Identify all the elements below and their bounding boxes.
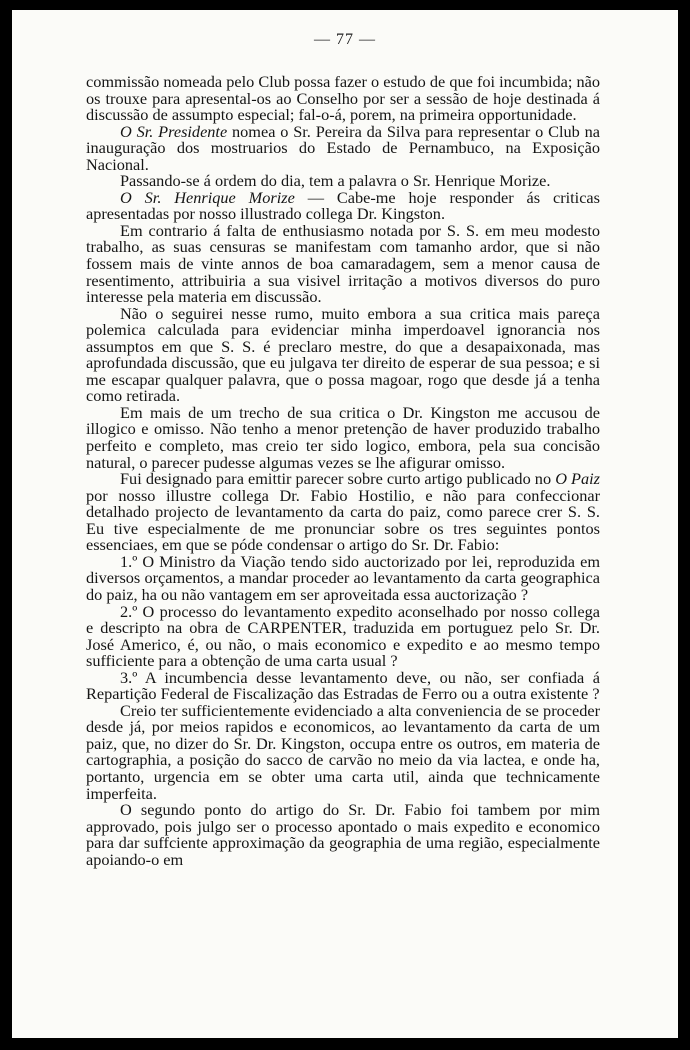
paragraph: Em mais de um trecho de sua critica o Dr. Kingston me accusou de illogico e omisso. Não tenho a menor pretenção de haver produzido trabalho perfeito e completo, mas creio ter sido logico, embora, pela sua concisão natural, o parecer pudesse algumas vezes se lhe afigurar omisso. bbox=[86, 402, 600, 472]
document-page bbox=[12, 10, 678, 1038]
paragraph: O Sr. Henrique Morize — Cabe-me hoje responder ás criticas apresentadas por nosso illustrado collega Dr. Kingston. bbox=[86, 187, 600, 224]
paragraph: 3.º A incumbencia desse levantamento deve, ou não, ser confiada á Repartição Federal de Fiscalização das Estradas de Ferro ou a outra existente ? bbox=[86, 667, 600, 704]
body-text bbox=[86, 74, 600, 868]
paragraph: O segundo ponto do artigo do Sr. Dr. Fabio foi tambem por mim approvado, pois julgo ser o processo apontado o mais expedito e economico para dar suffciente approximação da geographia de uma região, especialmente apoiando-o em bbox=[86, 800, 600, 869]
italic-emphasis: O Paiz bbox=[555, 469, 600, 489]
paragraph: Creio ter sufficientemente evidenciado a alta conveniencia de se proceder desde já, por meios rapidos e economicos, ao levantamento da carta de um paiz, que, no dizer do Sr. Dr. Kingston, occupa entre os outros, em materia de cartographia, a posição do sacco de carvão no meio da via lactea, e onde ha, portanto, urgencia em se obter uma carta util, ainda que technicamente imperfeita. bbox=[86, 700, 600, 803]
italic-emphasis: O Sr. Henrique Morize bbox=[120, 187, 295, 207]
paragraph: O Sr. Presidente nomea o Sr. Pereira da Silva para representar o Club na inauguração dos mostruarios do Estado de Pernambuco, na Exposição Nacional. bbox=[86, 121, 600, 174]
paragraph: 1.º O Ministro da Viação tendo sido auctorizado por lei, reproduzida em diversos orçamentos, a mandar proceder ao levantamento da carta geographica do paiz, ha ou não vantagem em ser aproveitada essa auctorização ? bbox=[86, 551, 600, 604]
italic-emphasis: O Sr. Presidente bbox=[120, 121, 228, 141]
paragraph: Em contrario á falta de enthusiasmo notada por S. S. em meu modesto trabalho, as suas censuras se manifestam com tamanho ardor, que si não fossem mais de vinte annos de boa camaradagem, sem a menor causa de resentimento, attribuiria a sua visivel irritação a motivos diversos do puro interesse pela materia em discussão. bbox=[86, 220, 600, 307]
paragraph: Passando-se á ordem do dia, tem a palavra o Sr. Henrique Morize. bbox=[120, 171, 551, 191]
paragraph: 2.º O processo do levantamento expedito aconselhado por nosso collega e descripto na obra de CARPENTER, traduzida em portuguez pelo Sr. Dr. José Americo, é, ou não, o mais economico e expedito e ao mesmo tempo sufficiente para a obtenção de uma carta usual ? bbox=[86, 601, 600, 671]
page-number: — 77 — bbox=[314, 31, 376, 48]
paragraph: Fui designado para emittir parecer sobre curto artigo publicado no O Paiz por nosso illustre collega Dr. Fabio Hostilio, e não para confeccionar detalhado projecto de levantamento da carta do paiz, como parece crer S. S. Eu tive especialmente de me pronunciar sobre os tres seguintes pontos essenciaes, em que se póde condensar o artigo do Sr. Dr. Fabio: bbox=[86, 469, 600, 555]
paragraph: commissão nomeada pelo Club possa fazer o estudo de que foi incumbida; não os trouxe para apresental-os ao Conselho por ser a sessão de hoje destinada á discussão de assumpto especial; fal-o-á, porem, na primeira opportunidade. bbox=[86, 72, 600, 125]
paragraph: Não o seguirei nesse rumo, muito embora a sua critica mais pareça polemica calculada para evidenciar minha imperdoavel ignorancia nos assumptos em que S. S. é preclaro mestre, do que a desapaixonada, mas aprofundada discussão, que eu julgava ter direito de esperar de sua pessoa; e si me escapar qualquer palavra, que o possa magoar, rogo que desde já a tenha como retirada. bbox=[86, 303, 600, 406]
